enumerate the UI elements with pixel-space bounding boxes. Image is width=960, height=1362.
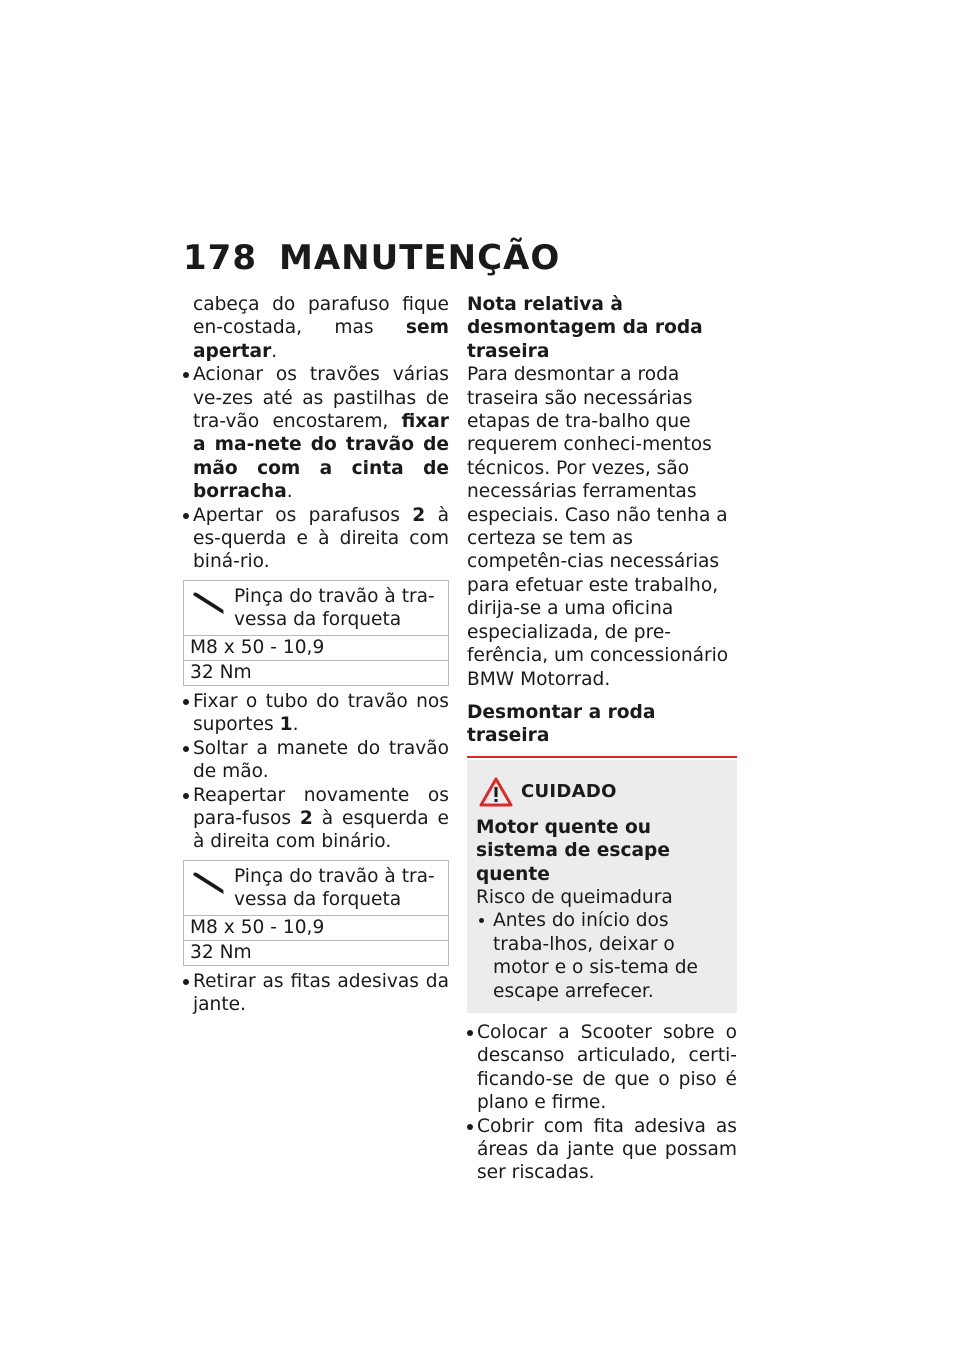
intro-paragraph: cabeça do parafuso fique en-costada, mas sem apertar. [193,294,449,362]
note-body: Para desmontar a roda traseira são necessárias etapas de tra-balho que requerem conheci-mentos técnicos. Por vezes, são necessárias ferramentas especiais. Caso não tenha a certeza se tem as competên-cias necessárias para efetuar este trabalho, dirija-se a uma oficina especializada, de pre-ferência, um concessionário BMW Motorrad. [467,364,729,690]
list-item: Colocar a Scooter sobre o descanso articulado, certi-ficando-se de que o piso é plano e firme. [467,1021,737,1115]
spec-torque: 32 Nm [190,941,252,963]
list-item: Retirar as fitas adesivas da jante. [183,970,449,1017]
spec-bolt: M8 x 50 - 10,9 [184,636,448,661]
list-item: Fixar o tubo do travão nos suportes 1. [183,690,449,737]
warning-triangle-icon [479,777,513,807]
warning-label: CUIDADO [521,781,617,803]
list-item: Apertar os parafusos 2 à es-querda e à direita com biná-rio. [183,504,449,574]
warning-box [467,760,737,1013]
note-title: Nota relativa à desmontagem da roda traseira [467,294,703,362]
list-item: Soltar a manete do travão de mão. [183,737,449,784]
section-rule [467,756,737,758]
list-item: Acionar os travões várias ve-zes até as pastilhas de tra-vão encostarem, fixar a ma-nete do travão de mão com a cinta de borracha. [183,363,449,503]
torque-wrench-icon [191,591,227,615]
spec-torque: 32 Nm [190,661,252,683]
list-item: Reapertar novamente os para-fusos 2 à esquerda e à direita com binário. [183,784,449,854]
left-column [183,293,449,1017]
warning-subtitle: Risco de queimadura [476,886,673,908]
spec-title: Pinça do travão à tra-vessa da forqueta [234,585,435,631]
page-header [183,238,560,278]
right-column [467,293,737,1185]
warning-title: Motor quente ou sistema de escape quente [476,816,670,885]
section-title: Desmontar a roda traseira [467,701,656,747]
spec-title: Pinça do travão à tra-vessa da forqueta [234,865,435,911]
page-number: 178 [183,238,257,278]
chapter-title: MANUTENÇÃO [279,238,561,278]
warning-instruction: Antes do início dos traba-lhos, deixar o motor e o sis-tema de escape arrefecer. [476,909,728,1003]
spec-bolt: M8 x 50 - 10,9 [184,916,448,941]
list-item: Cobrir com fita adesiva as áreas da jante que possam ser riscadas. [467,1115,737,1185]
torque-spec-table [183,860,449,966]
torque-wrench-icon [191,871,227,895]
torque-spec-table [183,580,449,686]
